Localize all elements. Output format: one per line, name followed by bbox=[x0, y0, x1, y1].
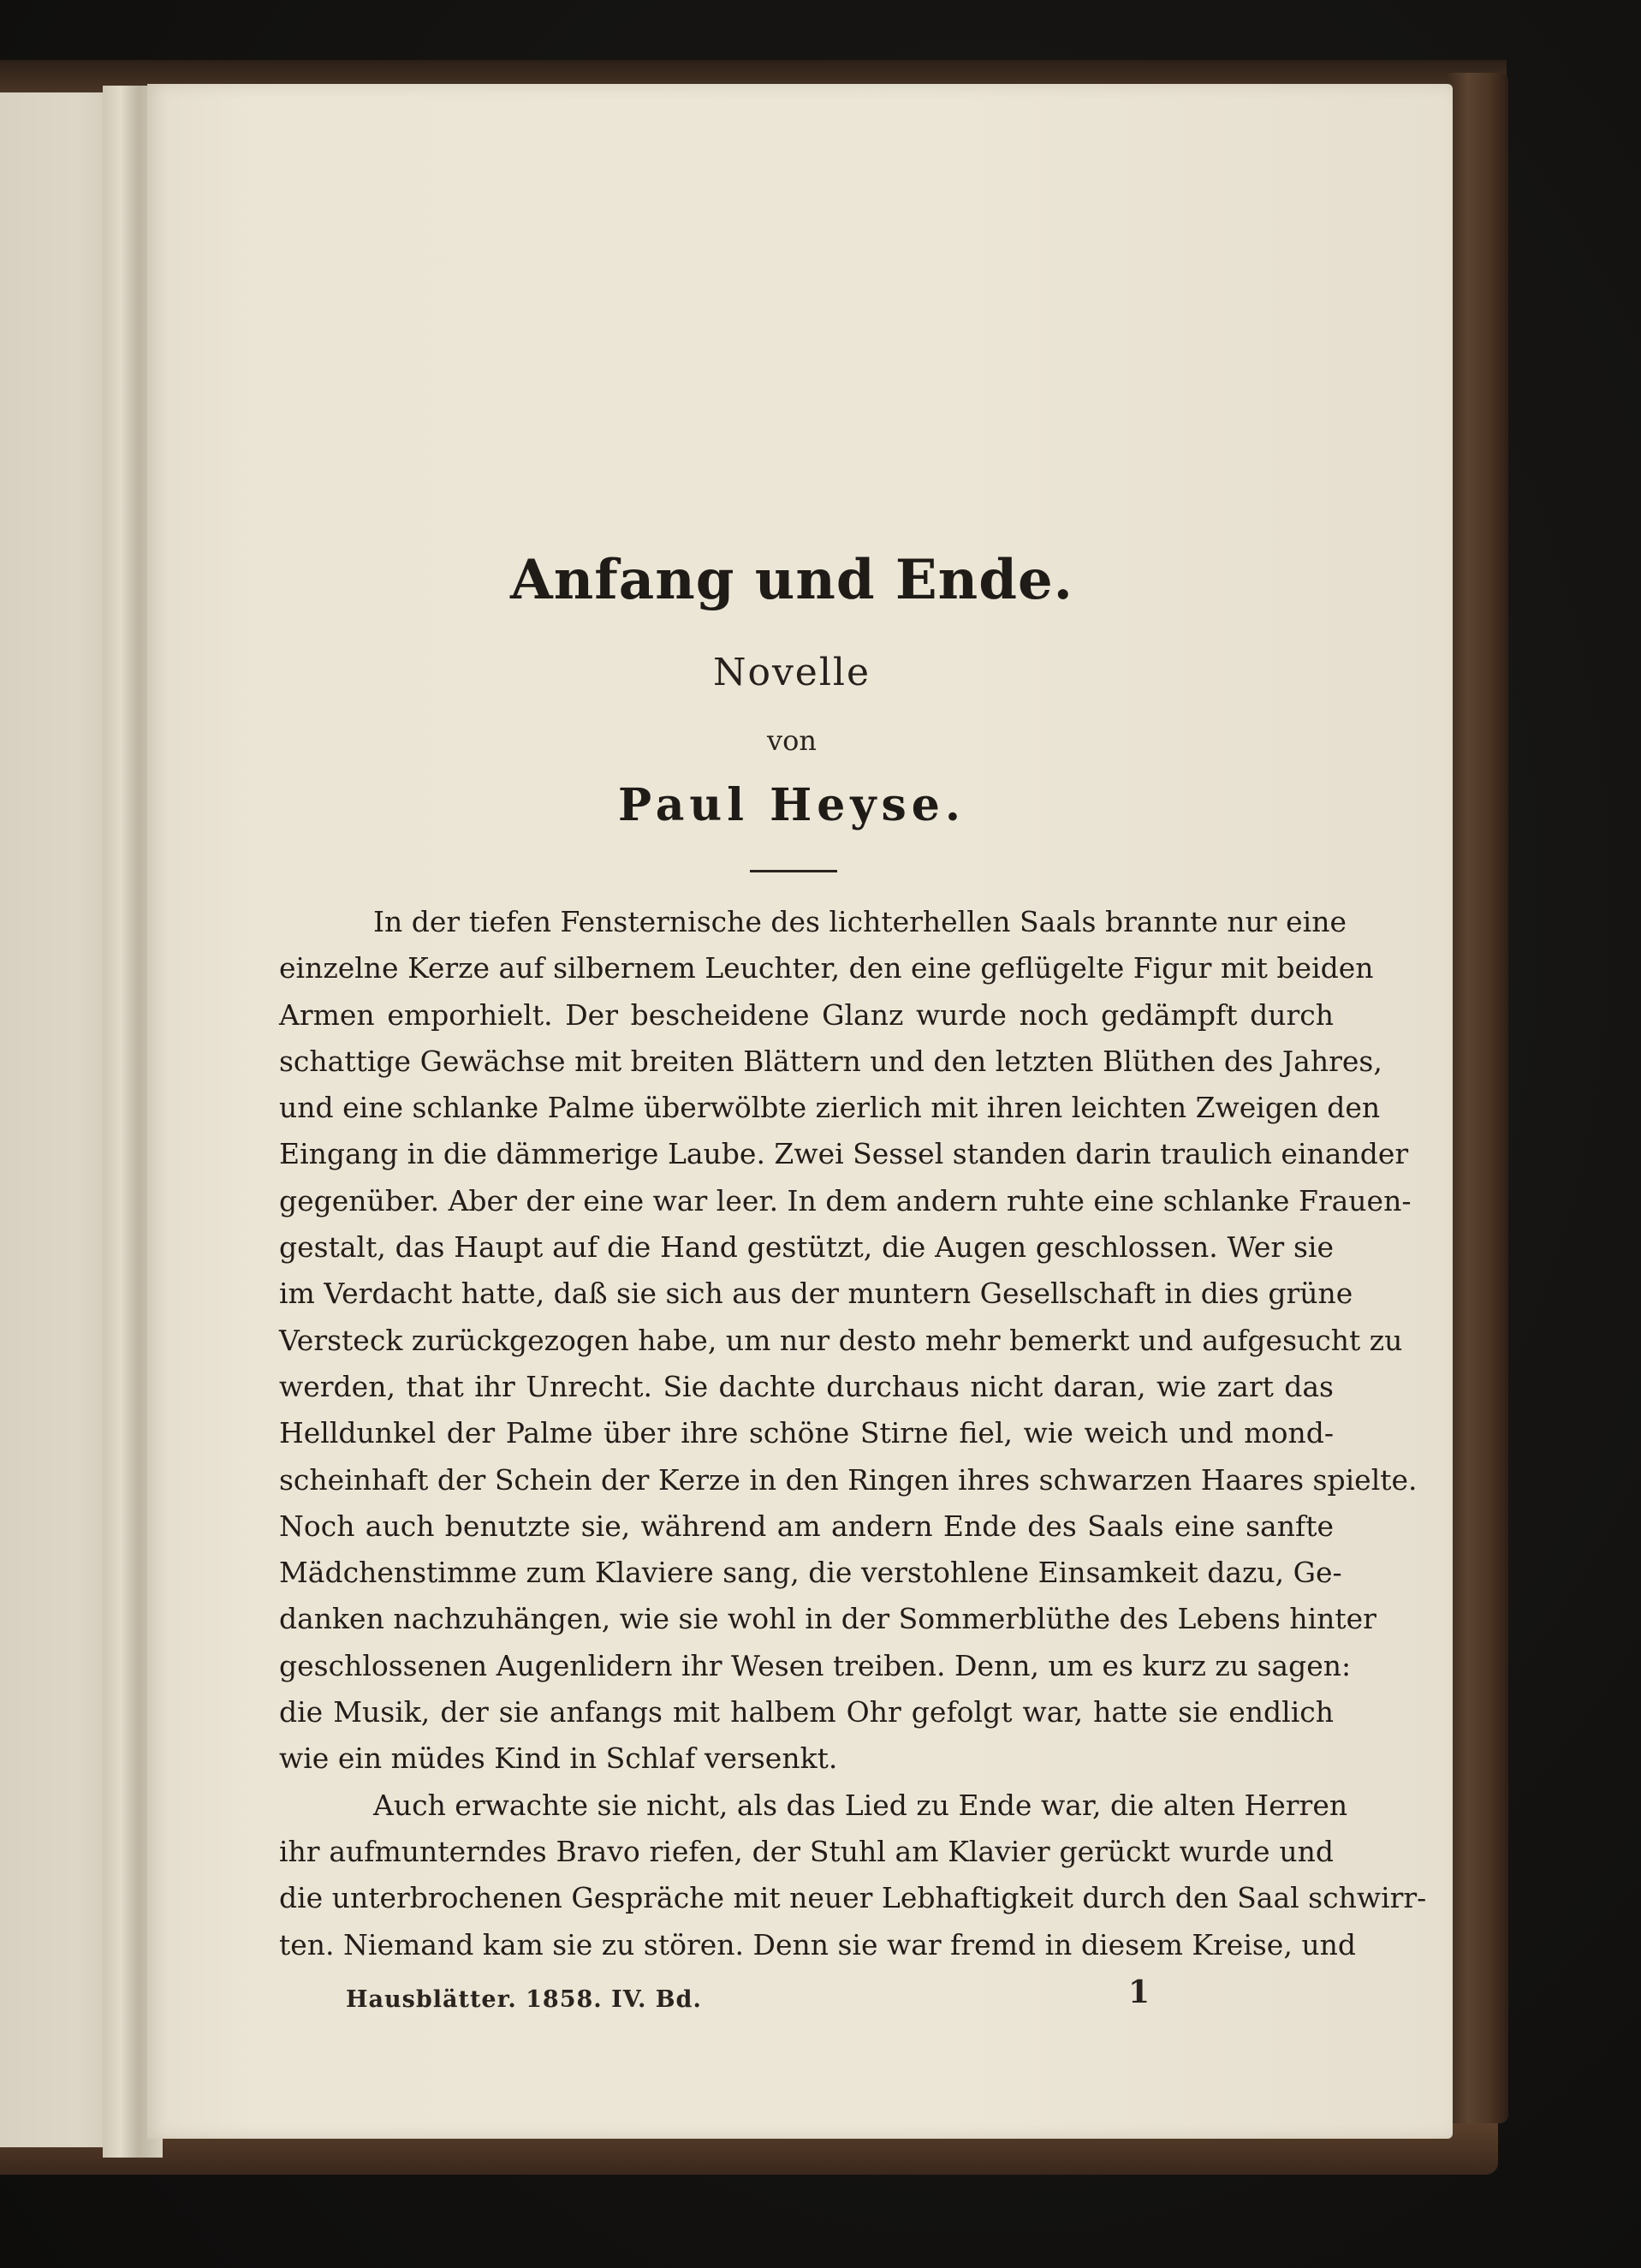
text-line: schattige Gewächse mit breiten Blättern und den letzten Blüthen des Jahres, bbox=[279, 1044, 1382, 1078]
text-line: Helldunkel der Palme über ihre schöne Stirne fiel, wie weich und mond- bbox=[279, 1416, 1334, 1450]
story-subtitle: Novelle bbox=[712, 651, 871, 694]
text-line: einzelne Kerze auf silbernem Leuchter, den eine geflügelte Figur mit beiden bbox=[279, 951, 1374, 985]
text-line: Eingang in die dämmerige Laube. Zwei Sessel standen darin traulich einander bbox=[279, 1137, 1409, 1171]
text-line: Armen emporhielt. Der bescheidene Glanz wurde noch gedämpft durch bbox=[279, 997, 1334, 1032]
text-line: die Musik, der sie anfangs mit halbem Ohr gefolgt war, hatte sie endlich bbox=[279, 1695, 1334, 1729]
text-line: Noch auch benutzte sie, während am andern Ende des Saals eine sanfte bbox=[279, 1509, 1334, 1543]
text-line: Versteck zurückgezogen habe, um nur desto mehr bemerkt und aufgesucht zu bbox=[279, 1323, 1403, 1357]
book-cover-spine-edge bbox=[1447, 73, 1508, 2123]
text-line: und eine schlanke Palme überwölbte zierlich mit ihren leichten Zweigen den bbox=[279, 1091, 1381, 1125]
text-line: ten. Niemand kam sie zu stören. Denn sie war fremd in diesem Kreise, und bbox=[279, 1927, 1356, 1961]
text-line: gegenüber. Aber der eine war leer. In dem andern ruhte eine schlanke Frauen- bbox=[279, 1183, 1412, 1217]
text-line: In der tiefen Fensternische des lichterhellen Saals brannte nur eine bbox=[373, 905, 1347, 938]
text-line: Mädchenstimme zum Klaviere sang, die verstohlene Einsamkeit dazu, Ge- bbox=[279, 1556, 1342, 1590]
text-line: wie ein müdes Kind in Schlaf versenkt. bbox=[279, 1741, 838, 1776]
story-title: Anfang und Ende. bbox=[510, 548, 1073, 612]
text-line: werden, that ihr Unrecht. Sie dachte durchaus nicht daran, wie zart das bbox=[279, 1369, 1334, 1403]
page-footer: Hausblätter. 1858. IV. Bd. bbox=[346, 1986, 702, 2013]
text-line: die unterbrochenen Gespräche mit neuer Lebhaftigkeit durch den Saal schwirr- bbox=[279, 1881, 1427, 1915]
text-line: danken nachzuhängen, wie sie wohl in der Sommerblüthe des Lebens hinter bbox=[279, 1602, 1376, 1636]
author-name: Paul Heyse. bbox=[618, 779, 966, 831]
text-line: gestalt, das Haupt auf die Hand gestützt, die Augen geschlossen. Wer sie bbox=[279, 1230, 1334, 1265]
text-line: geschlossenen Augenlidern ihr Wesen treiben. Denn, um es kurz zu sagen: bbox=[279, 1648, 1352, 1682]
text-line: ihr aufmunterndes Bravo riefen, der Stuhl am Klavier gerückt wurde und bbox=[279, 1834, 1334, 1868]
title-divider bbox=[750, 870, 837, 872]
body-text bbox=[279, 899, 1427, 1968]
text-line: Auch erwachte sie nicht, als das Lied zu Ende war, die alten Herren bbox=[373, 1788, 1348, 1822]
byline-von: von bbox=[767, 724, 817, 757]
text-line: im Verdacht hatte, daß sie sich aus der muntern Gesellschaft in dies grüne bbox=[279, 1277, 1353, 1311]
text-line: scheinhaft der Schein der Kerze in den Ringen ihres schwarzen Haares spielte. bbox=[279, 1462, 1418, 1497]
page-number: 1 bbox=[1128, 1974, 1150, 2010]
